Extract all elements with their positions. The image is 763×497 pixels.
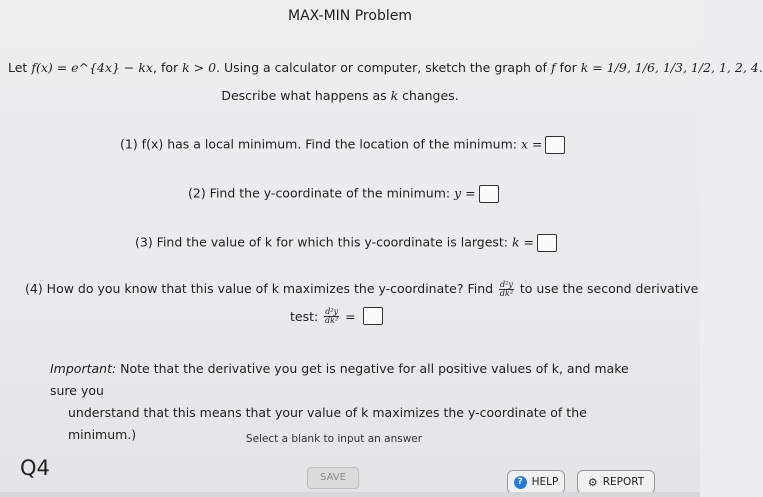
fraction-denominator: dk²	[325, 315, 339, 325]
important-lead: Important:	[50, 361, 117, 376]
report-label: REPORT	[602, 476, 645, 488]
question-2-text: (2) Find the y-coordinate of the minimum:	[188, 185, 455, 201]
answer-blank-2[interactable]	[479, 185, 499, 203]
page-title: MAX-MIN Problem	[288, 8, 412, 24]
help-label: HELP	[531, 476, 559, 488]
help-button[interactable]	[507, 470, 565, 494]
question-1-answer-label: x =	[520, 136, 543, 152]
intro-text: , for	[153, 60, 183, 75]
second-derivative-fraction	[324, 308, 339, 325]
k-values: k = 1/9, 1/6, 1/3, 1/2, 1, 2, 4.	[580, 60, 763, 75]
question-1-text: (1) f(x) has a local minimum. Find the location of the minimum:	[120, 136, 521, 152]
intro-text: Describe what happens as	[221, 88, 391, 103]
intro-line-2	[0, 88, 680, 103]
intro-text: Let	[8, 60, 32, 75]
k-condition: k > 0	[182, 60, 217, 75]
intro-text: changes.	[398, 88, 459, 103]
fraction-numerator: d²y	[325, 306, 339, 316]
function-definition: f(x) = e^{4x} − kx	[31, 60, 153, 75]
question-4-test-row	[290, 307, 383, 325]
question-3	[135, 234, 557, 252]
f-variable: f	[550, 60, 556, 75]
question-3-answer-label: k =	[512, 234, 535, 250]
question-1	[120, 136, 565, 154]
answer-blank-1[interactable]	[545, 136, 565, 154]
important-line-2: understand that this means that your value of k maximizes the y-coordinate of the minimum.)	[68, 405, 587, 442]
question-4-text-after: to use the second derivative	[515, 281, 699, 296]
answer-blank-4[interactable]	[363, 307, 383, 325]
intro-line-1	[8, 60, 763, 75]
k-variable: k	[390, 88, 399, 103]
fraction-denominator: dk²	[499, 289, 514, 298]
fraction-numerator: d²y	[500, 280, 513, 289]
equals-sign: =	[345, 308, 356, 324]
report-button[interactable]	[577, 470, 655, 494]
intro-text: . Using a calculator or computer, sketch the graph of	[216, 60, 551, 75]
save-button[interactable]: SAVE	[307, 467, 359, 489]
intro-text: for	[555, 60, 581, 75]
question-number: Q4	[20, 456, 50, 480]
second-derivative-fraction	[499, 281, 514, 298]
question-4-text: (4) How do you know that this value of k maximizes the y-coordinate? Find	[25, 281, 498, 296]
important-line-1	[50, 358, 650, 402]
test-label: test:	[290, 308, 319, 324]
question-3-text: (3) Find the value of k for which this y-coordinate is largest:	[135, 234, 512, 250]
bug-icon: ⚙	[587, 475, 598, 489]
bottom-divider	[0, 492, 700, 497]
answer-blank-3[interactable]	[537, 234, 557, 252]
question-2-answer-label: y =	[454, 185, 476, 201]
help-icon: ?	[514, 476, 527, 489]
question-2	[188, 185, 499, 203]
question-4	[25, 281, 698, 298]
important-text: Note that the derivative you get is negative for all positive values of k, and make sure you	[50, 361, 629, 398]
select-hint: Select a blank to input an answer	[245, 433, 423, 445]
